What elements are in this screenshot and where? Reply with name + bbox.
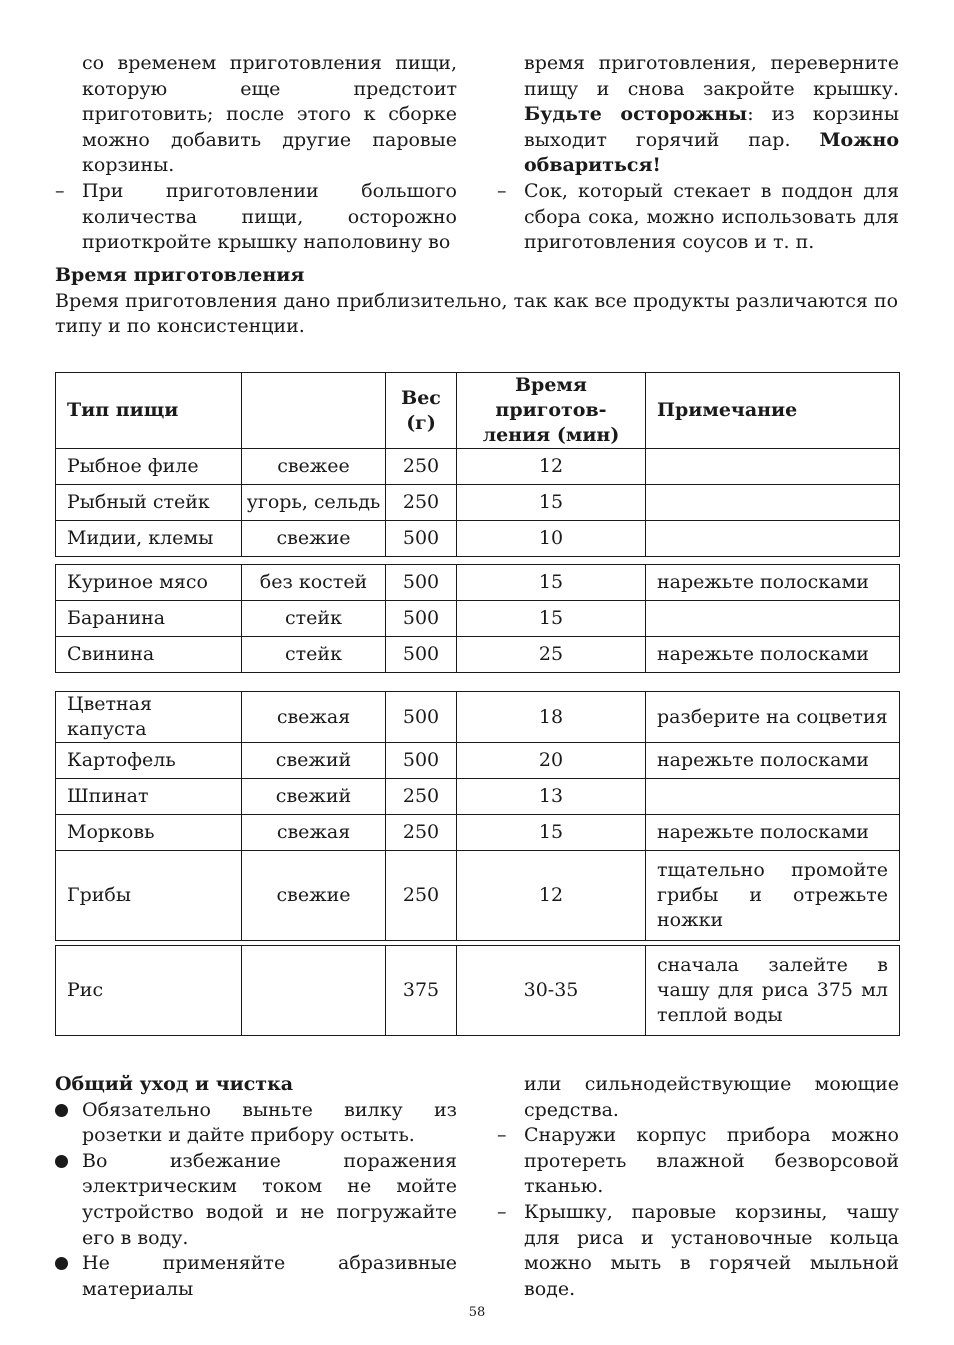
cooking-table-rice bbox=[55, 945, 900, 1036]
cell-note: разберите на соцветия bbox=[646, 692, 900, 743]
text-run: : из корзины выходит горячий пар. bbox=[524, 103, 900, 151]
cell-time: 20 bbox=[457, 743, 646, 779]
header-type: Тип пищи bbox=[56, 373, 242, 449]
bullet-icon bbox=[55, 1104, 68, 1117]
table-row bbox=[56, 637, 900, 673]
cell-note: нарежьте полосками bbox=[646, 565, 900, 601]
dash-marker: – bbox=[497, 1200, 507, 1223]
cell-variant: стейк bbox=[242, 601, 386, 637]
cell-type: Картофель bbox=[56, 743, 242, 779]
paragraph-continuation bbox=[497, 51, 899, 179]
cell-variant: угорь, сельдь bbox=[242, 485, 386, 521]
cell-time: 25 bbox=[457, 637, 646, 673]
cell-weight: 500 bbox=[386, 743, 457, 779]
dash-item bbox=[497, 179, 899, 256]
table-row bbox=[56, 851, 900, 941]
cooking-table-vegetables bbox=[55, 691, 900, 941]
dash-item bbox=[497, 1123, 899, 1200]
cell-weight: 500 bbox=[386, 521, 457, 557]
cell-type: Мидии, клемы bbox=[56, 521, 242, 557]
bullet-text: Обязательно выньте вилку из розетки и дайте прибору остыть. bbox=[82, 1098, 457, 1147]
cell-weight: 250 bbox=[386, 485, 457, 521]
bullet-item bbox=[55, 1251, 457, 1302]
cell-weight: 250 bbox=[386, 779, 457, 815]
cell-time: 15 bbox=[457, 565, 646, 601]
cell-type: Рыбное филе bbox=[56, 449, 242, 485]
cell-time: 18 bbox=[457, 692, 646, 743]
dash-marker: – bbox=[497, 1124, 507, 1147]
bullet-text: Во избежание поражения электрическим током не мойте устройство водой и не погружайте его в воду. bbox=[82, 1149, 457, 1249]
cell-type: Морковь bbox=[56, 815, 242, 851]
table-row bbox=[56, 601, 900, 637]
cell-type: Куриное мясо bbox=[56, 565, 242, 601]
cell-weight: 250 bbox=[386, 449, 457, 485]
dash-marker: – bbox=[497, 179, 507, 202]
care-left-column bbox=[55, 1072, 457, 1302]
header-weight: Вес (г) bbox=[386, 373, 457, 449]
cell-time: 30-35 bbox=[457, 946, 646, 1036]
section-text: Время приготовления дано приблизительно, так как все продукты различаются по типу и по консистенции. bbox=[55, 289, 899, 338]
cell-weight: 500 bbox=[386, 601, 457, 637]
cell-weight: 500 bbox=[386, 637, 457, 673]
cooking-time-section bbox=[55, 263, 900, 340]
top-left-column bbox=[55, 51, 457, 256]
cell-variant bbox=[242, 946, 386, 1036]
section-heading: Время приготовления bbox=[55, 264, 305, 286]
cell-note bbox=[646, 601, 900, 637]
header-note: Примечание bbox=[646, 373, 900, 449]
cooking-table-meat bbox=[55, 564, 900, 673]
table-row bbox=[56, 946, 900, 1036]
table-row bbox=[56, 565, 900, 601]
cell-variant: стейк bbox=[242, 637, 386, 673]
cell-note: сначала залейте в чашу для риса 375 мл теплой воды bbox=[646, 946, 900, 1036]
cell-variant: свежая bbox=[242, 692, 386, 743]
bullet-item bbox=[55, 1098, 457, 1149]
cell-variant: свежий bbox=[242, 743, 386, 779]
cell-note: нарежьте полосками bbox=[646, 815, 900, 851]
cell-type: Свинина bbox=[56, 637, 242, 673]
cell-note: тщательно промойте грибы и отрежьте ножки bbox=[646, 851, 900, 941]
cell-note bbox=[646, 485, 900, 521]
table-row bbox=[56, 692, 900, 743]
dash-item bbox=[497, 1200, 899, 1302]
cell-note bbox=[646, 779, 900, 815]
cell-time: 13 bbox=[457, 779, 646, 815]
care-right-column bbox=[497, 1072, 899, 1302]
cell-note: нарежьте полосками bbox=[646, 637, 900, 673]
bullet-item bbox=[55, 1149, 457, 1251]
dash-item-text: Крышку, паровые корзины, чашу для риса и установочные кольца можно мыть в горячей мыльной воде. bbox=[524, 1200, 899, 1300]
warning-bold: Будьте осторожны bbox=[524, 103, 748, 126]
cell-variant: свежий bbox=[242, 779, 386, 815]
cell-type: Грибы bbox=[56, 851, 242, 941]
header-time: Время приготов-ления (мин) bbox=[457, 373, 646, 449]
text-run: время приготовления, переверните пищу и снова закройте крышку. bbox=[524, 52, 899, 100]
top-right-column bbox=[497, 51, 899, 256]
dash-marker: – bbox=[55, 179, 65, 202]
cell-time: 15 bbox=[457, 485, 646, 521]
table-row bbox=[56, 449, 900, 485]
section-heading: Общий уход и чистка bbox=[55, 1073, 294, 1095]
dash-item-text: Снаружи корпус прибора можно протереть влажной безворсовой тканью. bbox=[524, 1124, 899, 1198]
table-row bbox=[56, 815, 900, 851]
cell-type: Рыбный стейк bbox=[56, 485, 242, 521]
cell-variant: свежая bbox=[242, 815, 386, 851]
cell-time: 10 bbox=[457, 521, 646, 557]
table-row bbox=[56, 743, 900, 779]
warning-bold: Можно обвариться! bbox=[524, 128, 899, 177]
cell-weight: 375 bbox=[386, 946, 457, 1036]
cell-note: нарежьте полосками bbox=[646, 743, 900, 779]
bullet-icon bbox=[55, 1155, 68, 1168]
paragraph-continuation: со временем приготовления пищи, которую еще предстоит приготовить; после этого к сборке можно добавить другие паровые корзины. bbox=[82, 52, 457, 177]
bullet-icon bbox=[55, 1257, 68, 1270]
table-header-row bbox=[56, 373, 900, 449]
cell-time: 12 bbox=[457, 449, 646, 485]
dash-item bbox=[55, 179, 457, 256]
cell-weight: 500 bbox=[386, 692, 457, 743]
cell-note bbox=[646, 521, 900, 557]
bullet-text: Не применяйте абразивные материалы bbox=[82, 1252, 457, 1300]
cell-variant: свежие bbox=[242, 851, 386, 941]
cell-type: Цветная капуста bbox=[56, 692, 242, 743]
table-row bbox=[56, 485, 900, 521]
cell-time: 15 bbox=[457, 815, 646, 851]
cooking-table-fish bbox=[55, 372, 900, 557]
cell-weight: 250 bbox=[386, 851, 457, 941]
cell-variant: свежее bbox=[242, 449, 386, 485]
cell-weight: 250 bbox=[386, 815, 457, 851]
cell-note bbox=[646, 449, 900, 485]
dash-item-text: При приготовлении большого количества пищи, осторожно приоткройте крышку наполовину во bbox=[82, 179, 457, 254]
cell-type: Баранина bbox=[56, 601, 242, 637]
cell-variant: свежие bbox=[242, 521, 386, 557]
cell-type: Рис bbox=[56, 946, 242, 1036]
cell-time: 12 bbox=[457, 851, 646, 941]
table-row bbox=[56, 521, 900, 557]
cell-time: 15 bbox=[457, 601, 646, 637]
cell-type: Шпинат bbox=[56, 779, 242, 815]
header-variant bbox=[242, 373, 386, 449]
cell-weight: 500 bbox=[386, 565, 457, 601]
paragraph-continuation: или сильнодействующие моющие средства. bbox=[524, 1073, 899, 1121]
page-number: 58 bbox=[468, 1305, 486, 1320]
dash-item-text: Сок, который стекает в поддон для сбора сока, можно использовать для приготовления соусов и т. п. bbox=[524, 179, 899, 254]
cell-variant: без костей bbox=[242, 565, 386, 601]
table-row bbox=[56, 779, 900, 815]
